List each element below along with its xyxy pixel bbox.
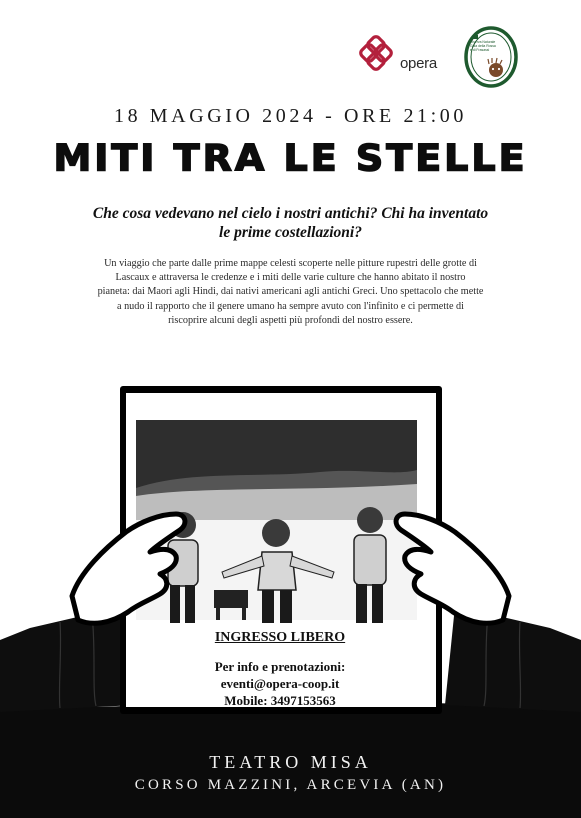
- description-line: pianeta: dai Maori agli Hindi, dai nativi americani agli antichi Greci. Uno spettacolo che mette: [97, 286, 484, 298]
- event-title: MITI TRA LE STELLE: [53, 137, 528, 179]
- contact-email: eventi@opera-coop.it: [220, 676, 340, 691]
- description-line: Lascaux e attraversa le credenze e i miti delle varie culture che hanno abitato il nostro: [115, 272, 466, 284]
- event-question: [40, 204, 541, 242]
- opera-logo-text: opera: [400, 55, 437, 72]
- info-heading: Per info e prenotazioni:: [214, 659, 346, 674]
- free-entry-label: INGRESSO LIBERO: [214, 630, 346, 645]
- badge-text-line: e di Frasassi: [470, 48, 490, 52]
- description-line: riscoprire alcuni degli aspetti più profondi del nostro essere.: [168, 314, 413, 326]
- badge-text-line: Riserva Naturale: [470, 40, 496, 44]
- left-sleeve: [0, 606, 135, 712]
- event-description: [40, 257, 541, 328]
- hands-holding-sign-illustration: [0, 370, 581, 818]
- badge-text-line: Gola della Rossa: [470, 44, 496, 48]
- contact-mobile: Mobile: 3497153563: [224, 693, 336, 708]
- reserve-badge-icon: [464, 26, 518, 88]
- question-line: le prime costellazioni?: [219, 224, 362, 241]
- question-line: Che cosa vedevano nel cielo i nostri antichi? Chi ha inventato: [92, 205, 489, 222]
- description-line: a nudo il rapporto che il genere umano ha sempre avuto con l'infinito e ci permette di: [117, 300, 464, 312]
- right-sleeve: [445, 606, 581, 712]
- venue-name: TEATRO MISA: [209, 752, 372, 772]
- event-date-time: 18 MAGGIO 2024 - ORE 21:00: [113, 105, 468, 127]
- description-line: Un viaggio che parte dalle prime mappe celesti scoperte nelle pitture rupestri delle grotte di: [104, 258, 477, 269]
- venue-address: CORSO MAZZINI, ARCEVIA (AN): [134, 777, 447, 793]
